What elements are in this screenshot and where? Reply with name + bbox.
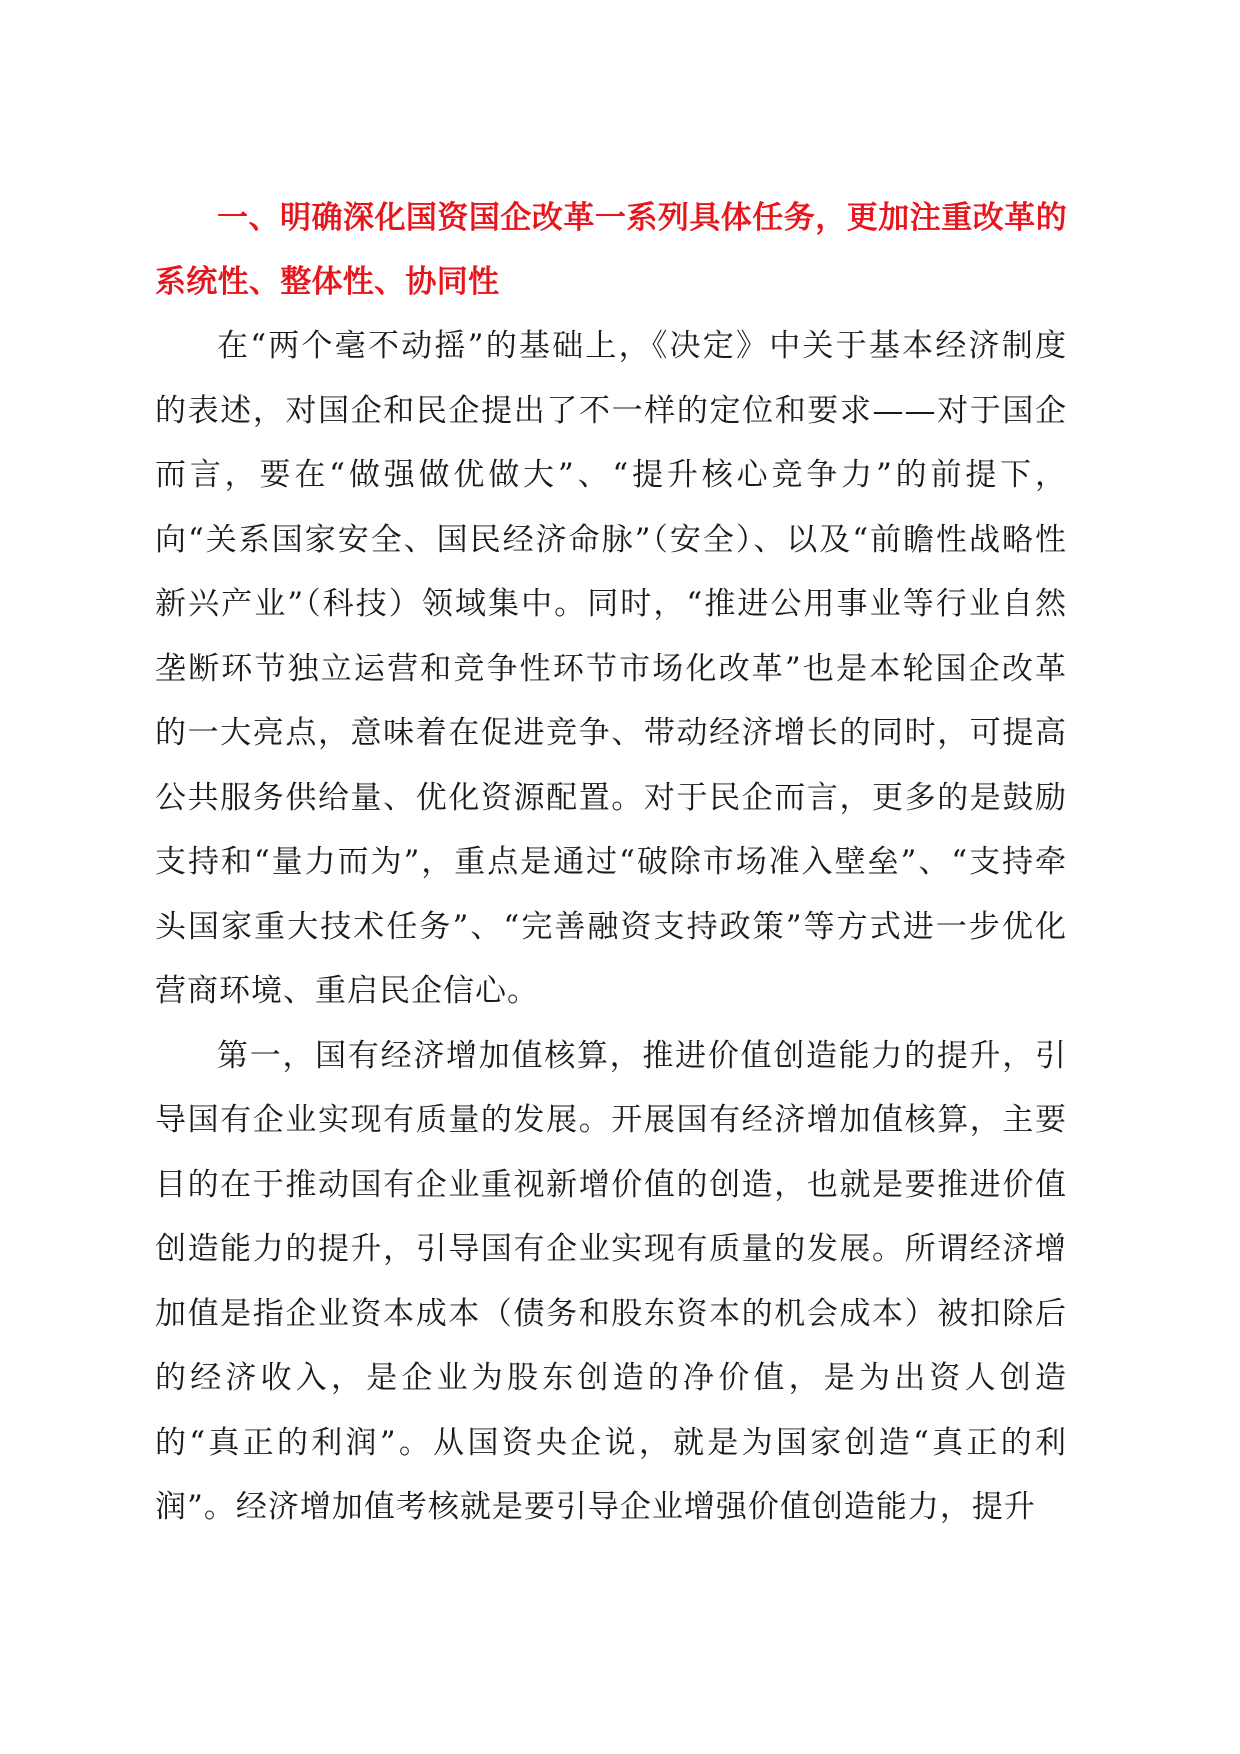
document-content <box>155 186 1067 1540</box>
paragraph-economic-value-added: 第一，国有经济增加值核算，推进价值创造能力的提升，引导国有企业实现有质量的发展。开展国有经济增加值核算，主要目的在于推动国有企业重视新增价值的创造，也就是要推进价值创造能力的提升，引导国有企业实现有质量的发展。所谓经济增加值是指企业资本成本（债务和股东资本的机会成本）被扣除后的经济收入，是企业为股东创造的净价值，是为出资人创造的“真正的利润”。从国资央企说，就是为国家创造“真正的利润”。经济增加值考核就是要引导企业增强价值创造能力，提升 <box>155 1037 1067 1525</box>
section-heading: 一、明确深化国资国企改革一系列具体任务，更加注重改革的系统性、整体性、协同性 <box>155 200 1067 300</box>
paragraph-basic-economic-system: 在“两个毫不动摇”的基础上，《决定》中关于基本经济制度的表述，对国企和民企提出了不一样的定位和要求——对于国企而言，要在“做强做优做大”、“提升核心竞争力”的前提下，向“关系国家安全、国民经济命脉”（安全）、以及“前瞻性战略性新兴产业”（科技）领域集中。同时，“推进公用事业等行业自然垄断环节独立运营和竞争性环节市场化改革”也是本轮国企改革的一大亮点，意味着在促进竞争、带动经济增长的同时，可提高公共服务供给量、优化资源配置。对于民企而言，更多的是鼓励支持和“量力而为”，重点是通过“破除市场准入壁垒”、“支持牵头国家重大技术任务”、“完善融资支持政策”等方式进一步优化营商环境、重启民企信心。 <box>155 328 1067 1009</box>
